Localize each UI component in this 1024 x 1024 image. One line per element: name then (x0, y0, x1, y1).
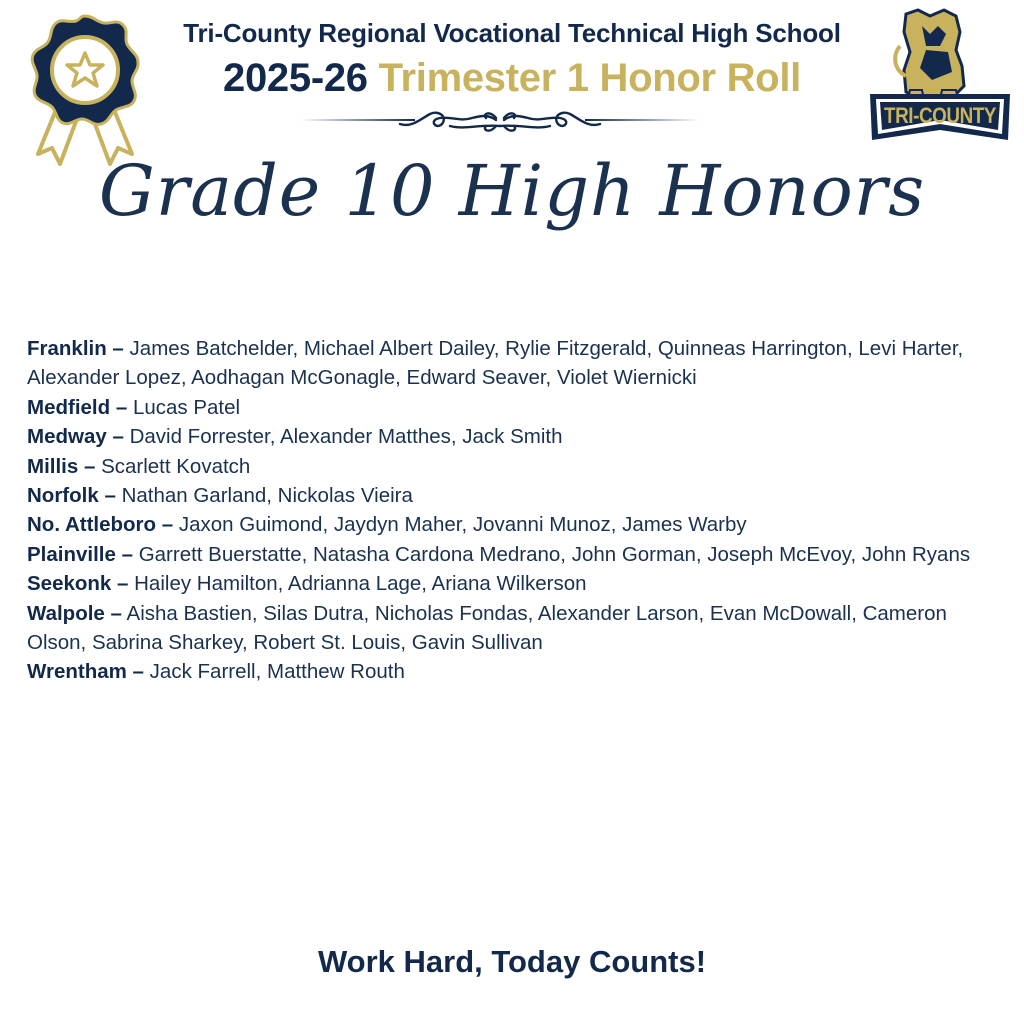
student-names: Nathan Garland, Nickolas Vieira (121, 484, 413, 508)
student-names: Lucas Patel (132, 395, 241, 419)
grade-level-title: Grade 10 High Honors (98, 150, 926, 232)
honor-roll-title (0, 56, 1024, 101)
roster-entry-seekonk (27, 569, 1002, 598)
roster-entry-franklin (27, 334, 1002, 393)
town-label: Wrentham – (27, 660, 144, 684)
town-label: Norfolk – (27, 484, 116, 508)
town-label: Medfield – (27, 395, 128, 419)
student-names: Aisha Bastien, Silas Dutra, Nicholas Fondas, Alexander Larson, Evan McDowall, Cameron Olson, Sabrina Sharkey, Robert St. Louis, Gavin Sullivan (27, 601, 947, 655)
student-names: Hailey Hamilton, Adrianna Lage, Ariana Wilkerson (134, 572, 587, 596)
footer-motto: Work Hard, Today Counts! (317, 944, 707, 979)
student-names: Scarlett Kovatch (101, 454, 251, 478)
logo-text: TRI-COUNTY (884, 103, 997, 128)
school-name: Tri-County Regional Vocational Technical High School (183, 18, 841, 48)
roster-entry-plainville (27, 540, 1002, 569)
town-label: Medway – (27, 425, 124, 449)
roster-entry-wrentham (27, 657, 1002, 686)
honor-roll-list (27, 334, 1002, 687)
student-names: James Batchelder, Michael Albert Dailey, Rylie Fitzgerald, Quinneas Harrington, Levi Harter, Alexander Lopez, Aodhagan McGonagle, Edward Seaver, Violet Wiernicki (27, 337, 964, 390)
student-names: Jaxon Guimond, Jaydyn Maher, Jovanni Munoz, James Warby (178, 513, 747, 537)
student-names: Jack Farrell, Matthew Routh (149, 660, 405, 684)
term-title: Trimester 1 Honor Roll (378, 56, 801, 100)
town-label: Walpole – (27, 601, 122, 625)
student-names: Garrett Buerstatte, Natasha Cardona Medrano, John Gorman, Joseph McEvoy, John Ryans (138, 542, 971, 566)
town-label: Millis – (27, 454, 96, 478)
roster-entry-norfolk (27, 481, 1002, 510)
roster-entry-medfield (27, 393, 1002, 422)
town-label: No. Attleboro – (27, 513, 174, 537)
town-label: Franklin – (27, 337, 124, 360)
flourish-divider (300, 104, 700, 136)
roster-entry-millis (27, 452, 1002, 481)
town-label: Seekonk – (27, 572, 129, 596)
student-names: David Forrester, Alexander Matthes, Jack Smith (129, 425, 563, 449)
roster-entry-walpole (27, 599, 1002, 658)
town-label: Plainville – (27, 542, 133, 566)
roster-entry-medway (27, 422, 1002, 451)
roster-entry-no-attleboro (27, 510, 1002, 539)
school-year: 2025-26 (223, 56, 368, 100)
